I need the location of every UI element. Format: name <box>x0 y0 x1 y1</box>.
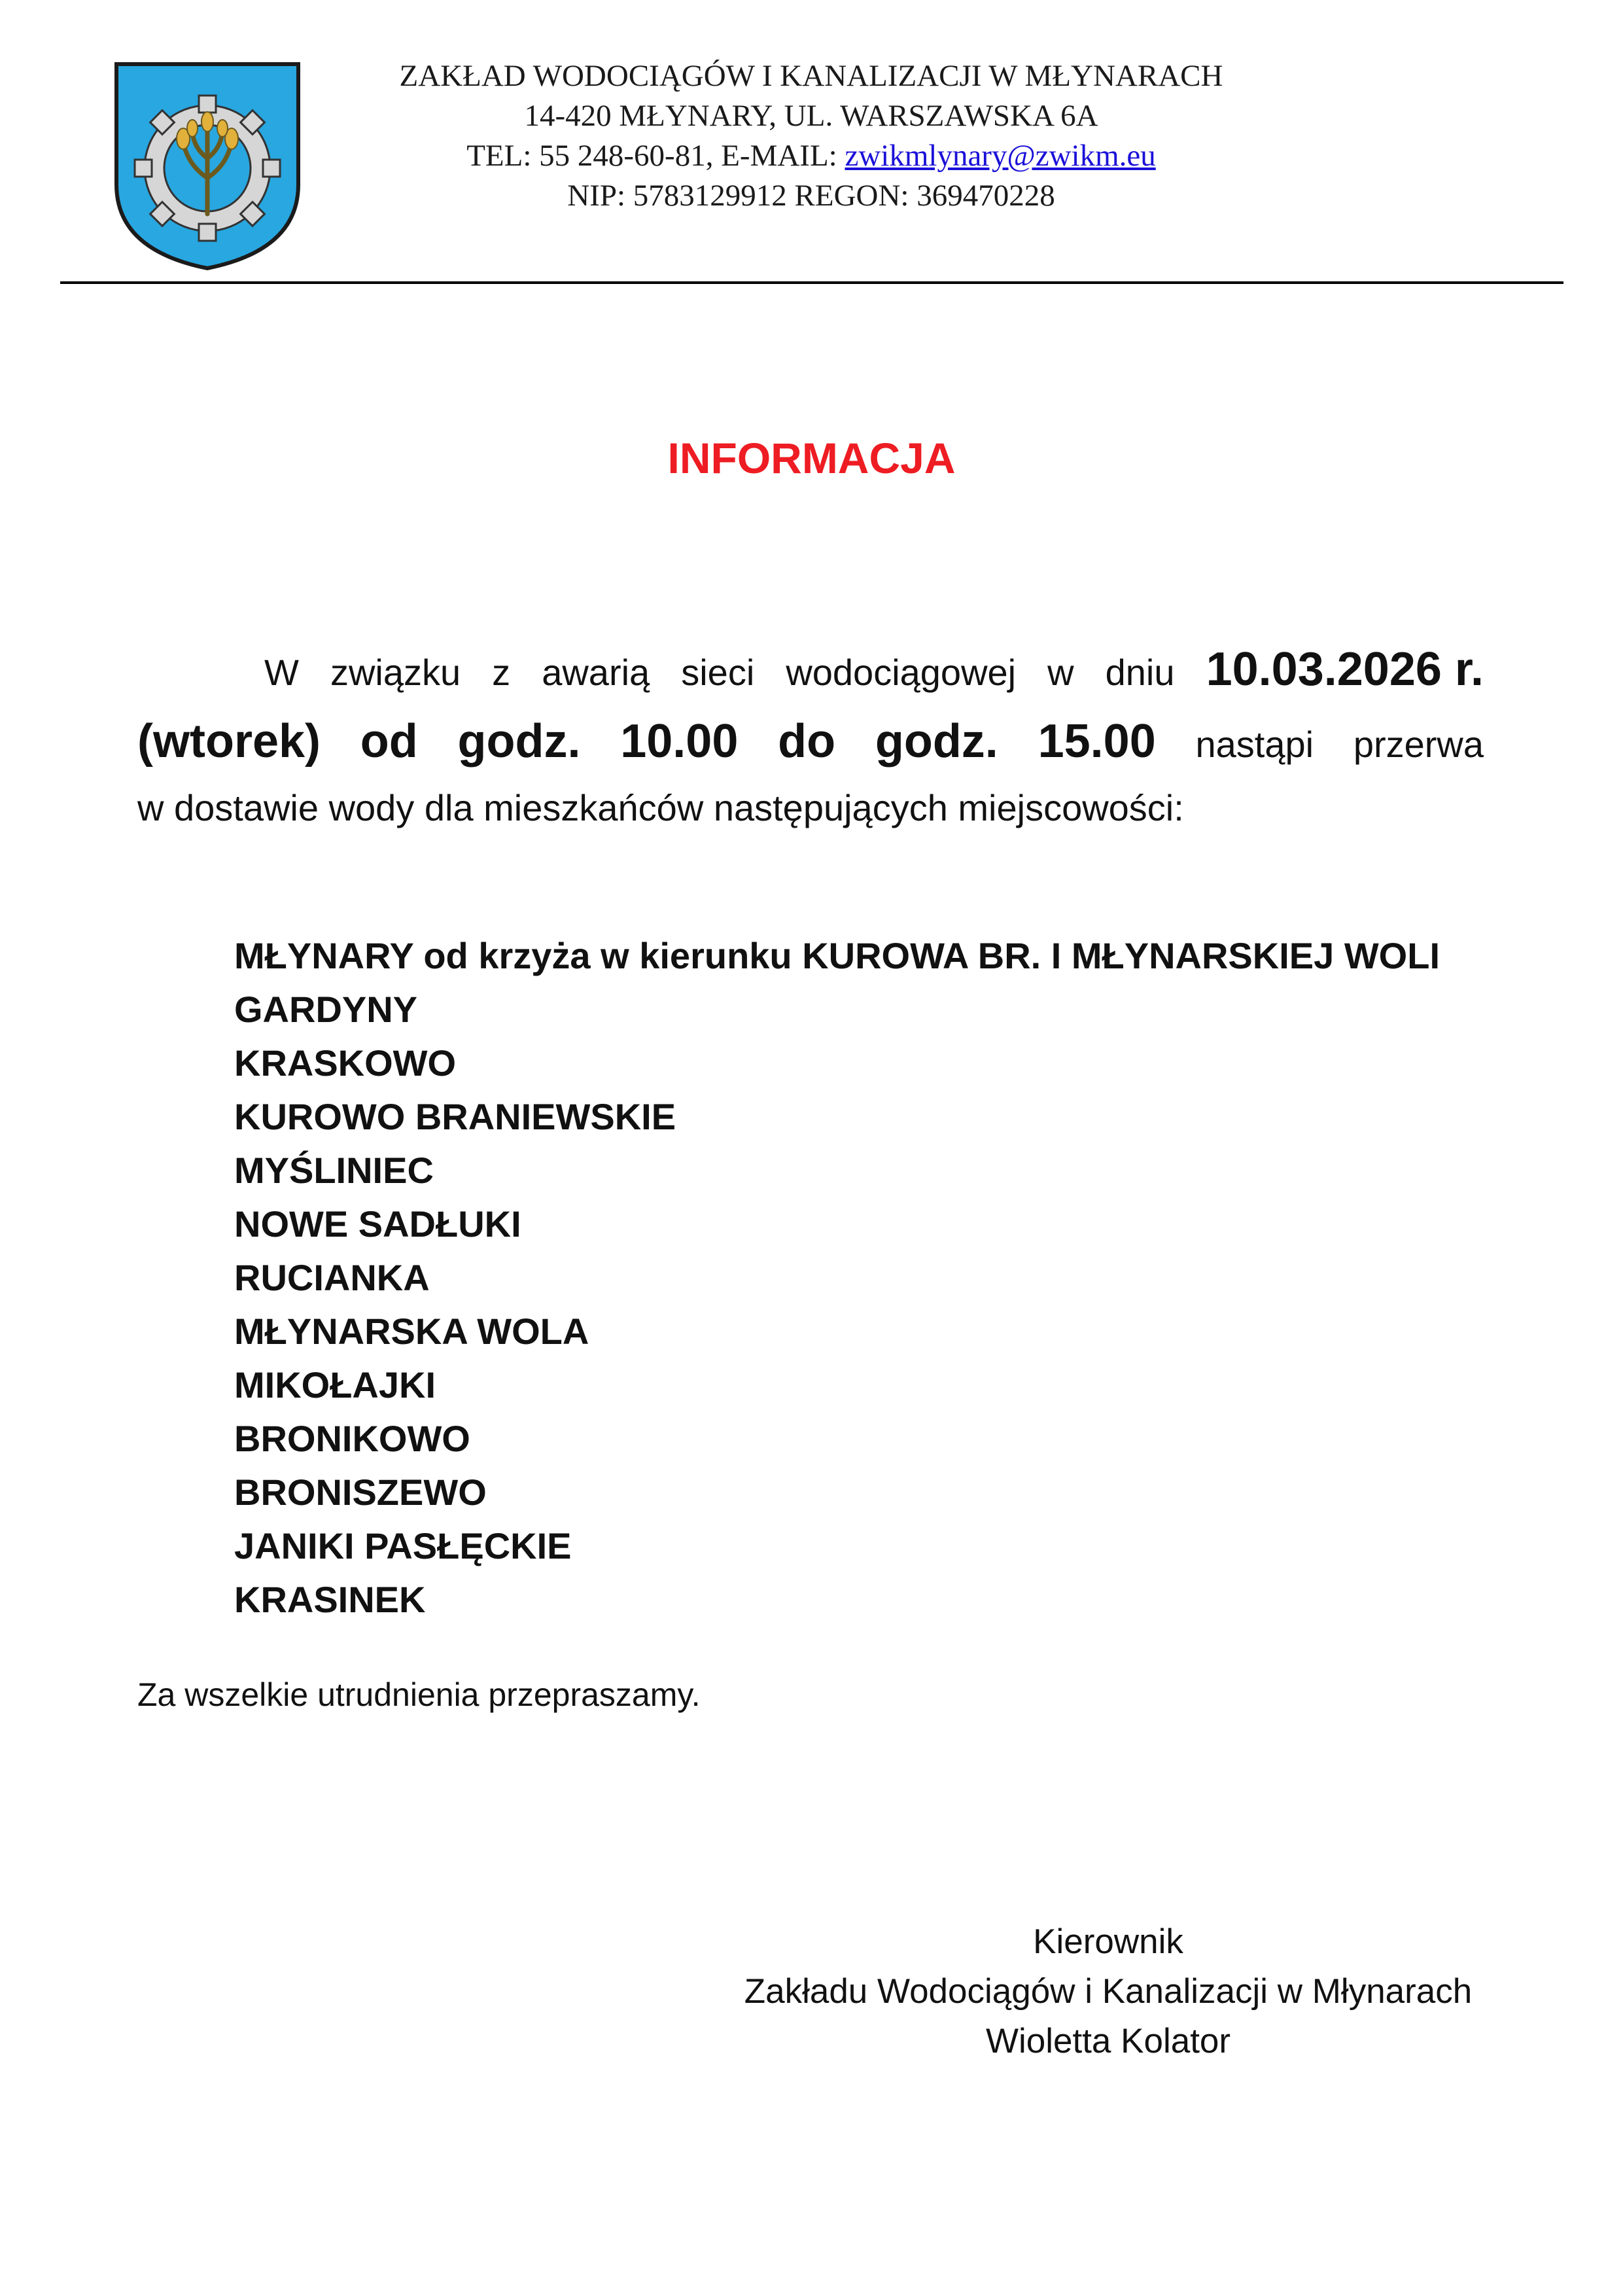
intro-word: od <box>360 715 418 768</box>
tel-value: 55 248-60-81, <box>539 139 714 173</box>
list-item: MIKOŁAJKI <box>234 1364 436 1405</box>
nip-value: 5783129912 <box>633 179 787 213</box>
intro-word: w <box>1047 652 1074 693</box>
list-item: MYŚLINIEC <box>234 1150 434 1191</box>
intro-word: W <box>264 652 299 693</box>
list-item: KRASINEK <box>234 1579 426 1620</box>
outage-day: (wtorek) <box>137 715 321 768</box>
letterhead <box>393 56 1230 216</box>
intro-line-2 <box>137 715 1484 786</box>
regon-label: REGON: <box>794 179 909 213</box>
intro-line-3: w dostawie wody dla mieszkańców następujących miejscowości: <box>137 787 1184 828</box>
intro-word: godz. <box>875 715 998 768</box>
list-item: BRONIKOWO <box>234 1418 470 1459</box>
intro-word: godz. <box>457 715 581 768</box>
intro-word: przerwa <box>1353 724 1484 765</box>
affected-localities-list <box>234 929 1440 1627</box>
announcement-text <box>137 643 1484 839</box>
nip-label: NIP: <box>567 179 626 213</box>
regon-value: 369470228 <box>916 179 1055 213</box>
intro-word: związku <box>330 652 461 693</box>
signatory-organization: Zakładu Wodociągów i Kanalizacji w Młynarach <box>744 1972 1473 2011</box>
intro-word: sieci <box>681 652 755 693</box>
list-item: KRASKOWO <box>234 1042 457 1084</box>
email-label: E-MAIL: <box>721 139 837 173</box>
signatory-name: Wioletta Kolator <box>985 2022 1231 2060</box>
list-item: JANIKI PASŁĘCKIE <box>234 1525 572 1566</box>
signature-block <box>733 1917 1484 2066</box>
org-name: ZAKŁAD WODOCIĄGÓW I KANALIZACJI W MŁYNARACH <box>399 59 1223 93</box>
intro-word: nastąpi <box>1195 724 1314 765</box>
tel-label: TEL: <box>466 139 532 173</box>
list-item: MŁYNARSKA WOLA <box>234 1311 589 1352</box>
intro-word: dniu <box>1105 652 1175 693</box>
outage-date: 10.03.2026 r. <box>1206 643 1484 696</box>
intro-line-1 <box>137 643 1484 715</box>
page-title: INFORMACJA <box>667 434 956 482</box>
org-address: 14-420 MŁYNARY, UL. WARSZAWSKA 6A <box>524 99 1098 133</box>
apology-text: Za wszelkie utrudnienia przepraszamy. <box>137 1676 701 1713</box>
list-item: NOWE SADŁUKI <box>234 1203 521 1245</box>
list-item: MŁYNARY od krzyża w kierunku KUROWA BR. I MŁYNARSKIEJ WOLI <box>234 935 1440 976</box>
header-divider <box>60 281 1563 284</box>
list-item: GARDYNY <box>234 989 418 1030</box>
registry-line <box>393 176 1230 216</box>
intro-word: z <box>492 652 511 693</box>
list-item: KUROWO BRANIEWSKIE <box>234 1096 676 1137</box>
intro-word: wodociągowej <box>786 652 1017 693</box>
outage-end-time: 15.00 <box>1038 715 1156 768</box>
contact-line <box>393 136 1230 176</box>
signatory-role: Kierownik <box>1033 1922 1183 1961</box>
outage-start-time: 10.00 <box>620 715 739 768</box>
list-item: BRONISZEWO <box>234 1472 487 1513</box>
email-link[interactable]: zwikmlynary@zwikm.eu <box>845 139 1156 173</box>
list-item: RUCIANKA <box>234 1257 430 1298</box>
intro-word: do <box>778 715 836 768</box>
intro-word: awarią <box>542 652 650 693</box>
coat-of-arms-icon <box>113 60 302 272</box>
